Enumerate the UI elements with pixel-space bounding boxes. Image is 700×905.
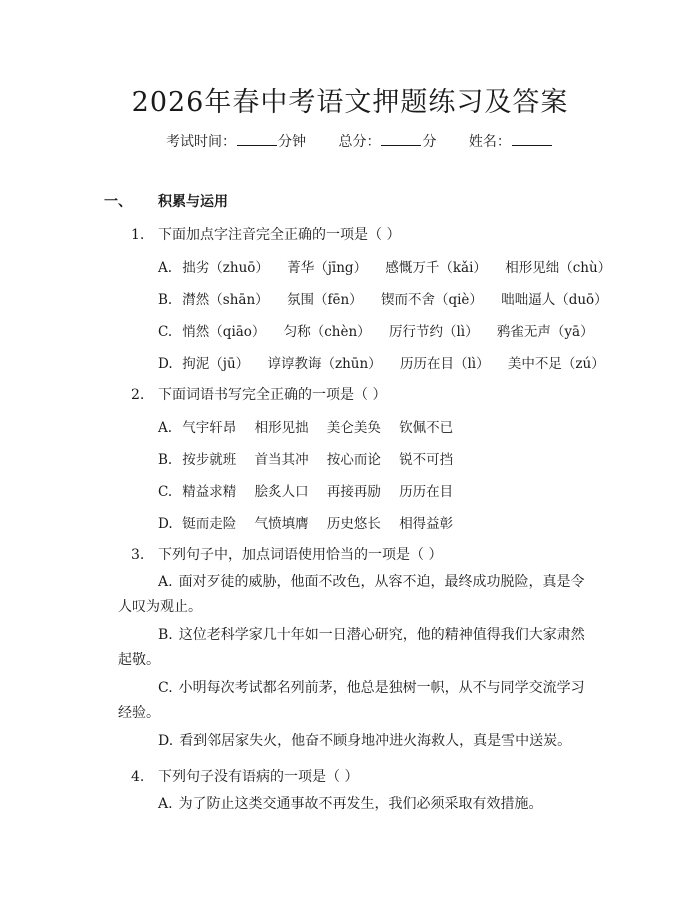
exam-time-field	[166, 134, 306, 150]
q2-option-b	[158, 448, 467, 468]
question-number: 3.	[131, 547, 145, 563]
q1-option-d	[158, 352, 619, 372]
option-text: 小明每次考试都名列前茅，他总是独树一帜，从不与同学交流学习经验。	[118, 680, 585, 721]
page-title: 2026年春中考语文押题练习及答案	[131, 87, 569, 118]
option-letter: D.	[158, 356, 173, 372]
question-text: 下面词语书写完全正确的一项是（ ）	[158, 387, 387, 403]
q1-option-b	[158, 288, 622, 308]
option-letter: A.	[158, 574, 173, 590]
option-item: 潸然（shān）	[182, 292, 269, 308]
option-item: 拘泥（jū）	[182, 356, 250, 372]
option-item: 感慨万千（kǎi）	[385, 260, 487, 276]
option-item: 锐不可挡	[399, 452, 454, 468]
option-item: 首当其冲	[254, 452, 309, 468]
name-field	[469, 134, 553, 150]
option-item: 脍炙人口	[254, 484, 309, 500]
option-text: 这位老科学家几十年如一日潜心研究，他的精神值得我们大家肃然起敬。	[118, 627, 585, 668]
option-letter: B.	[158, 292, 173, 308]
exam-time-label: 考试时间：	[166, 134, 236, 150]
option-item: 美中不足（zú）	[507, 356, 605, 372]
option-item: 悄然（qiāo）	[182, 324, 266, 340]
option-letter: D.	[158, 733, 174, 749]
option-item: 历史悠长	[326, 516, 381, 532]
q2-option-c	[158, 480, 467, 500]
question-text: 下列句子中，加点词语使用恰当的一项是（ ）	[158, 547, 443, 563]
option-item: 铤而走险	[182, 516, 237, 532]
option-item: 锲而不舍（qiè）	[380, 292, 483, 308]
question-2-stem	[131, 384, 386, 404]
option-item: 相形见拙	[254, 420, 309, 436]
question-4-stem	[131, 766, 358, 786]
total-score-field	[338, 134, 436, 150]
option-item: 钦佩不已	[399, 420, 454, 436]
section-title: 积累与运用	[158, 194, 228, 210]
option-item: 拙劣（zhuō）	[182, 260, 269, 276]
option-letter: A.	[158, 260, 173, 276]
option-item: 气宇轩昂	[182, 420, 237, 436]
option-item: 气愤填膺	[254, 516, 309, 532]
exam-time-blank	[237, 131, 277, 146]
section-heading	[104, 191, 228, 211]
option-text: 为了防止这类交通事故不再发生，我们必须采取有效措施。	[178, 796, 543, 812]
q4-option-a	[118, 792, 596, 817]
option-letter: D.	[158, 516, 173, 532]
option-item: 相得益彰	[399, 516, 454, 532]
option-item: 相形见绌（chù）	[505, 260, 612, 276]
option-item: 匀称（chèn）	[283, 324, 371, 340]
q3-option-d	[118, 729, 596, 754]
option-letter: C.	[158, 680, 173, 696]
name-blank	[512, 131, 552, 146]
option-letter: C.	[158, 324, 173, 340]
question-text: 下列句子没有语病的一项是（ ）	[158, 769, 359, 785]
option-text: 看到邻居家失火，他奋不顾身地冲进火海救人，真是雪中送炭。	[179, 733, 572, 749]
total-score-label: 总分：	[338, 134, 381, 150]
q3-option-a	[118, 570, 596, 620]
q2-option-a	[158, 416, 467, 436]
name-label: 姓名：	[468, 134, 511, 150]
option-item: 谆谆教诲（zhūn）	[267, 356, 382, 372]
option-letter: C.	[158, 484, 173, 500]
option-text: 面对歹徒的威胁，他面不改色，从容不迫，最终成功脱险，真是令人叹为观止。	[118, 574, 585, 615]
question-number: 1.	[131, 227, 145, 243]
question-1-stem	[131, 224, 400, 244]
option-item: 菁华（jīng）	[287, 260, 368, 276]
option-item: 历历在目	[399, 484, 454, 500]
option-item: 美仑美奂	[326, 420, 381, 436]
q3-option-b	[118, 623, 596, 673]
option-item: 历历在目（lì）	[399, 356, 490, 372]
q2-option-d	[158, 512, 467, 532]
question-number: 4.	[131, 769, 145, 785]
question-text: 下面加点字注音完全正确的一项是（ ）	[158, 227, 401, 243]
option-item: 精益求精	[182, 484, 237, 500]
option-item: 厉行节约（lì）	[388, 324, 479, 340]
option-letter: B.	[158, 627, 173, 643]
total-score-blank	[381, 131, 421, 146]
option-item: 再接再励	[326, 484, 381, 500]
option-letter: A.	[158, 796, 173, 812]
exam-info	[166, 131, 581, 151]
option-letter: B.	[158, 452, 173, 468]
option-letter: A.	[158, 420, 173, 436]
option-item: 咄咄逼人（duō）	[501, 292, 608, 308]
option-item: 氛围（fēn）	[286, 292, 363, 308]
option-item: 按步就班	[182, 452, 237, 468]
question-number: 2.	[131, 387, 145, 403]
question-3-stem	[131, 544, 442, 564]
total-score-unit: 分	[422, 134, 437, 150]
option-item: 鸦雀无声（yā）	[496, 324, 594, 340]
q3-option-c	[118, 676, 596, 726]
section-number: 一、	[104, 194, 132, 210]
q1-option-c	[158, 320, 608, 340]
exam-time-unit: 分钟	[278, 134, 306, 150]
q1-option-a	[158, 256, 625, 276]
option-item: 按心而论	[326, 452, 381, 468]
